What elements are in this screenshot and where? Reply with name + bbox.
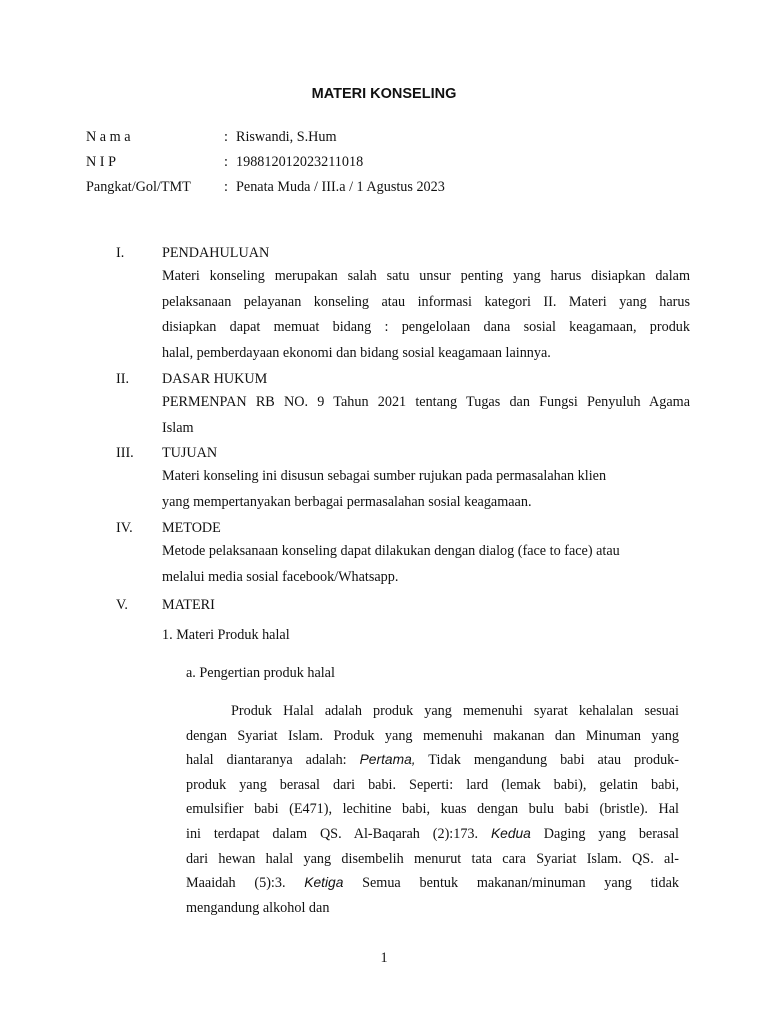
paragraph-line: halal diantaranya adalah: Pertama, Tidak mengandung babi atau produk- [186,752,679,769]
section-heading-materi: MATERI [162,597,215,613]
document-title: MATERI KONSELING [311,86,457,102]
section-paragraph-pendahuluan [162,264,690,366]
identity-label-pangkat: Pangkat/Gol/TMT [86,179,191,195]
paragraph-line: Produk Halal adalah produk yang memenuhi syarat kehalalan sesuai [231,703,679,719]
paragraph-line: melalui media sosial facebook/Whatsapp. [162,568,399,585]
section-number: I. [116,245,125,261]
section-number: IV. [116,520,133,536]
identity-label-nama: N a m a [86,129,131,145]
paragraph-line: produk yang berasal dari babi. Seperti: lard (lemak babi), gelatin babi, [186,776,679,793]
paragraph-line: disiapkan dapat memuat bidang : pengelolaan dana sosial keagamaan, produk [162,319,690,336]
section-number: V. [116,597,128,613]
paragraph-line: Materi konseling ini disusun sebagai sumber rujukan pada permasalahan klien [162,468,607,484]
section-paragraph-metode [162,539,690,590]
identity-value-nip: 198812012023211018 [236,154,364,170]
paragraph-line: mengandung alkohol dan [186,899,330,916]
section-number: II. [116,371,129,387]
page-number: 1 [380,950,388,966]
section-heading-dasar-hukum: DASAR HUKUM [162,371,268,387]
paragraph-line: Maaidah (5):3. Ketiga Semua bentuk makanan/minuman yang tidak [186,875,679,892]
paragraph-line: pelaksanaan pelayanan konseling atau informasi kategori II. Materi yang harus [162,293,690,310]
paragraph-line: yang mempertanyakan berbagai permasalahan sosial keagamaan. [162,493,532,510]
materi-item-produk-halal: 1. Materi Produk halal [162,627,290,643]
paragraph-line: Metode pelaksanaan konseling dapat dilakukan dengan dialog (face to face) atau [162,543,620,559]
identity-colon: : [224,179,228,195]
identity-label-nip: N I P [86,154,116,170]
identity-value-nama: Riswandi, S.Hum [236,129,337,145]
paragraph-line: emulsifier babi (E471), lechitine babi, kuas dengan bulu babi (bristle). Hal [186,801,679,818]
section-paragraph-tujuan [162,464,690,515]
section-heading-metode: METODE [162,520,221,536]
section-heading-tujuan: TUJUAN [162,445,218,461]
paragraph-line: PERMENPAN RB NO. 9 Tahun 2021 tentang Tugas dan Fungsi Penyuluh Agama [162,394,690,410]
emphasis-pertama: Pertama, [359,752,416,768]
emphasis-kedua: Kedua [490,825,531,841]
section-paragraph-dasar-hukum [162,390,690,441]
emphasis-ketiga: Ketiga [304,875,344,891]
identity-colon: : [224,154,228,170]
paragraph-line: dengan Syariat Islam. Produk yang memenuhi makanan dan Minuman yang [186,727,679,744]
identity-colon: : [224,129,228,145]
paragraph-line: Materi konseling merupakan salah satu unsur penting yang harus disiapkan dalam [162,268,690,284]
materi-subitem-pengertian: a. Pengertian produk halal [186,665,335,681]
paragraph-line: ini terdapat dalam QS. Al-Baqarah (2):173. Kedua Daging yang berasal [186,825,679,842]
section-number: III. [116,445,134,461]
paragraph-line: halal, pemberdayaan ekonomi dan bidang sosial keagamaan lainnya. [162,344,551,361]
identity-value-pangkat: Penata Muda / III.a / 1 Agustus 2023 [236,179,445,195]
materi-body-paragraph [186,699,679,920]
paragraph-line: Islam [162,419,194,436]
paragraph-line: dari hewan halal yang disembelih menurut tata cara Syariat Islam. QS. al- [186,850,679,867]
section-heading-pendahuluan: PENDAHULUAN [162,245,270,261]
